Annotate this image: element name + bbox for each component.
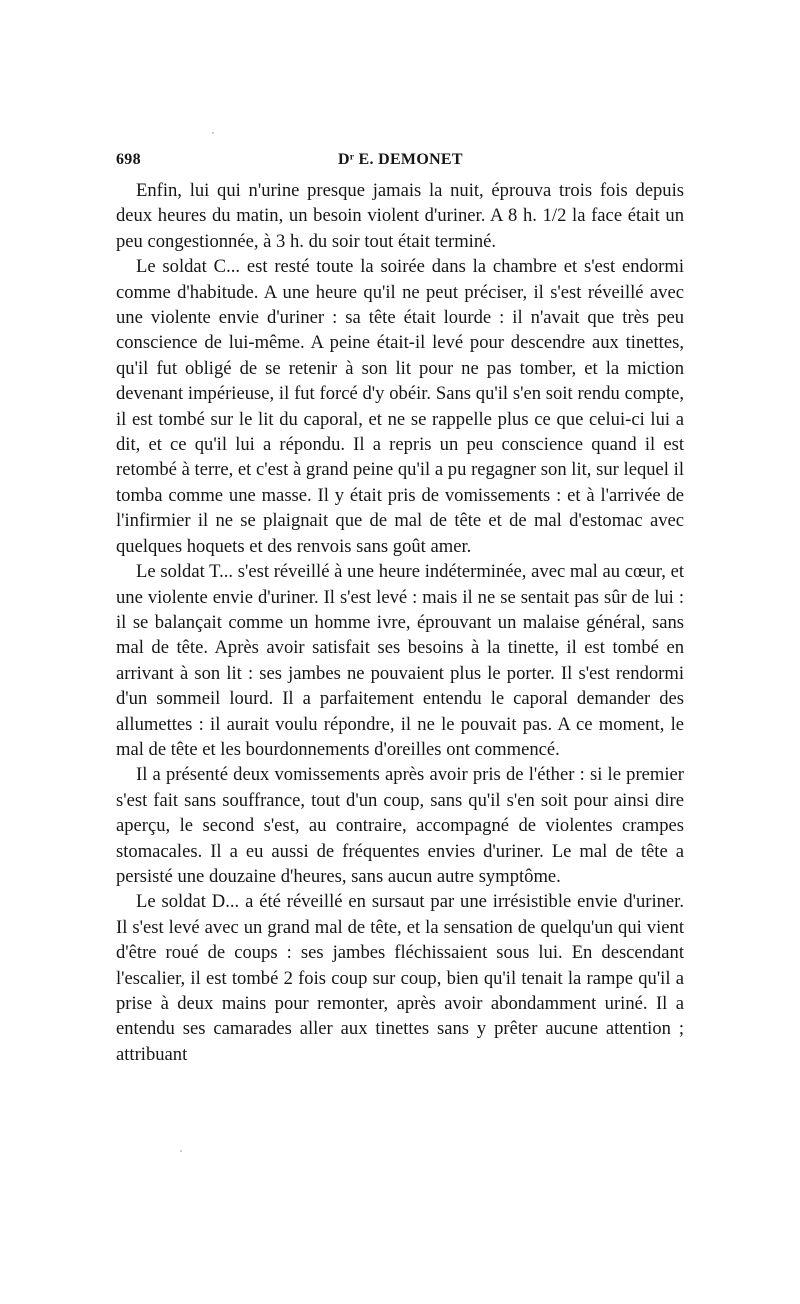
paper-speck (180, 1150, 182, 1152)
running-head (116, 148, 684, 172)
page-number: 698 (116, 151, 141, 168)
paragraph-5: Le soldat D... a été réveillé en sursaut par une irrésistible envie d'uriner. Il s'est levé avec un grand mal de tête, et la sensation de quelqu'un qui vient d'être roué de coups : ses jambes fléchissaient sous lui. En descendant l'escalier, il est tombé 2 fois coup sur coup, bien qu'il tenait la rampe qu'il a prise à deux mains pour remonter, après avoir abondamment uriné. Il a entendu ses camarades aller aux tinettes sans y prêter aucune attention ; attribuant (116, 891, 684, 1065)
header-author: Dʳ E. DEMONET (338, 151, 463, 168)
paragraph-4: Il a présenté deux vomissements après avoir pris de l'éther : si le premier s'est fait sans souffrance, tout d'un coup, sans qu'il s'en soit pour ainsi dire aperçu, le second s'est, au contraire, accompagné de violentes crampes stomacales. Il a eu aussi de fréquentes envies d'uriner. Le mal de tête a persisté une douzaine d'heures, sans aucun autre symptôme. (116, 764, 684, 887)
paragraph-3: Le soldat T... s'est réveillé à une heure indéterminée, avec mal au cœur, et une violente envie d'uriner. Il s'est levé : mais il ne se sentait pas sûr de lui : il se balançait comme un homme ivre, éprouvant un malaise général, sans mal de tête. Après avoir satisfait ses besoins à la tinette, il est tombé en arrivant à son lit : ses jambes ne pouvaient plus le porter. Il s'est rendormi d'un sommeil lourd. Il a parfaitement entendu le caporal demander des allumettes : il aurait voulu répondre, il ne le pouvait pas. A ce moment, le mal de tête et les bourdonnements d'oreilles ont commencé. (116, 561, 684, 760)
paper-speck (212, 132, 214, 134)
paragraph-1: Enfin, lui qui n'urine presque jamais la nuit, éprouva trois fois depuis deux heures du matin, un besoin violent d'uriner. A 8 h. 1/2 la face était un peu congestionnée, à 3 h. du soir tout était terminé. (116, 180, 684, 252)
book-page (116, 148, 684, 1067)
paragraph-2: Le soldat C... est resté toute la soirée dans la chambre et s'est endormi comme d'habitude. A une heure qu'il ne peut préciser, il s'est réveillé avec une violente envie d'uriner : sa tête était lourde : il n'avait que très peu conscience de lui-même. A peine était-il levé pour descendre aux tinettes, qu'il fut obligé de se retenir à son lit pour ne pas tomber, et la miction devenant impérieuse, il fut forcé d'y obéir. Sans qu'il s'en soit rendu compte, il est tombé sur le lit du caporal, et ne se rappelle plus ce que celui-ci lui a dit, et ce qu'il lui a répondu. Il a repris un peu conscience quand il est retombé à terre, et c'est à grand peine qu'il a pu regagner son lit, sur lequel il tomba comme une masse. Il y était pris de vomissements : et à l'arrivée de l'infirmier il ne se plaignait que de mal de tête et de mal d'estomac avec quelques hoquets et des renvois sans goût amer. (116, 256, 684, 557)
body-text (116, 178, 684, 1067)
